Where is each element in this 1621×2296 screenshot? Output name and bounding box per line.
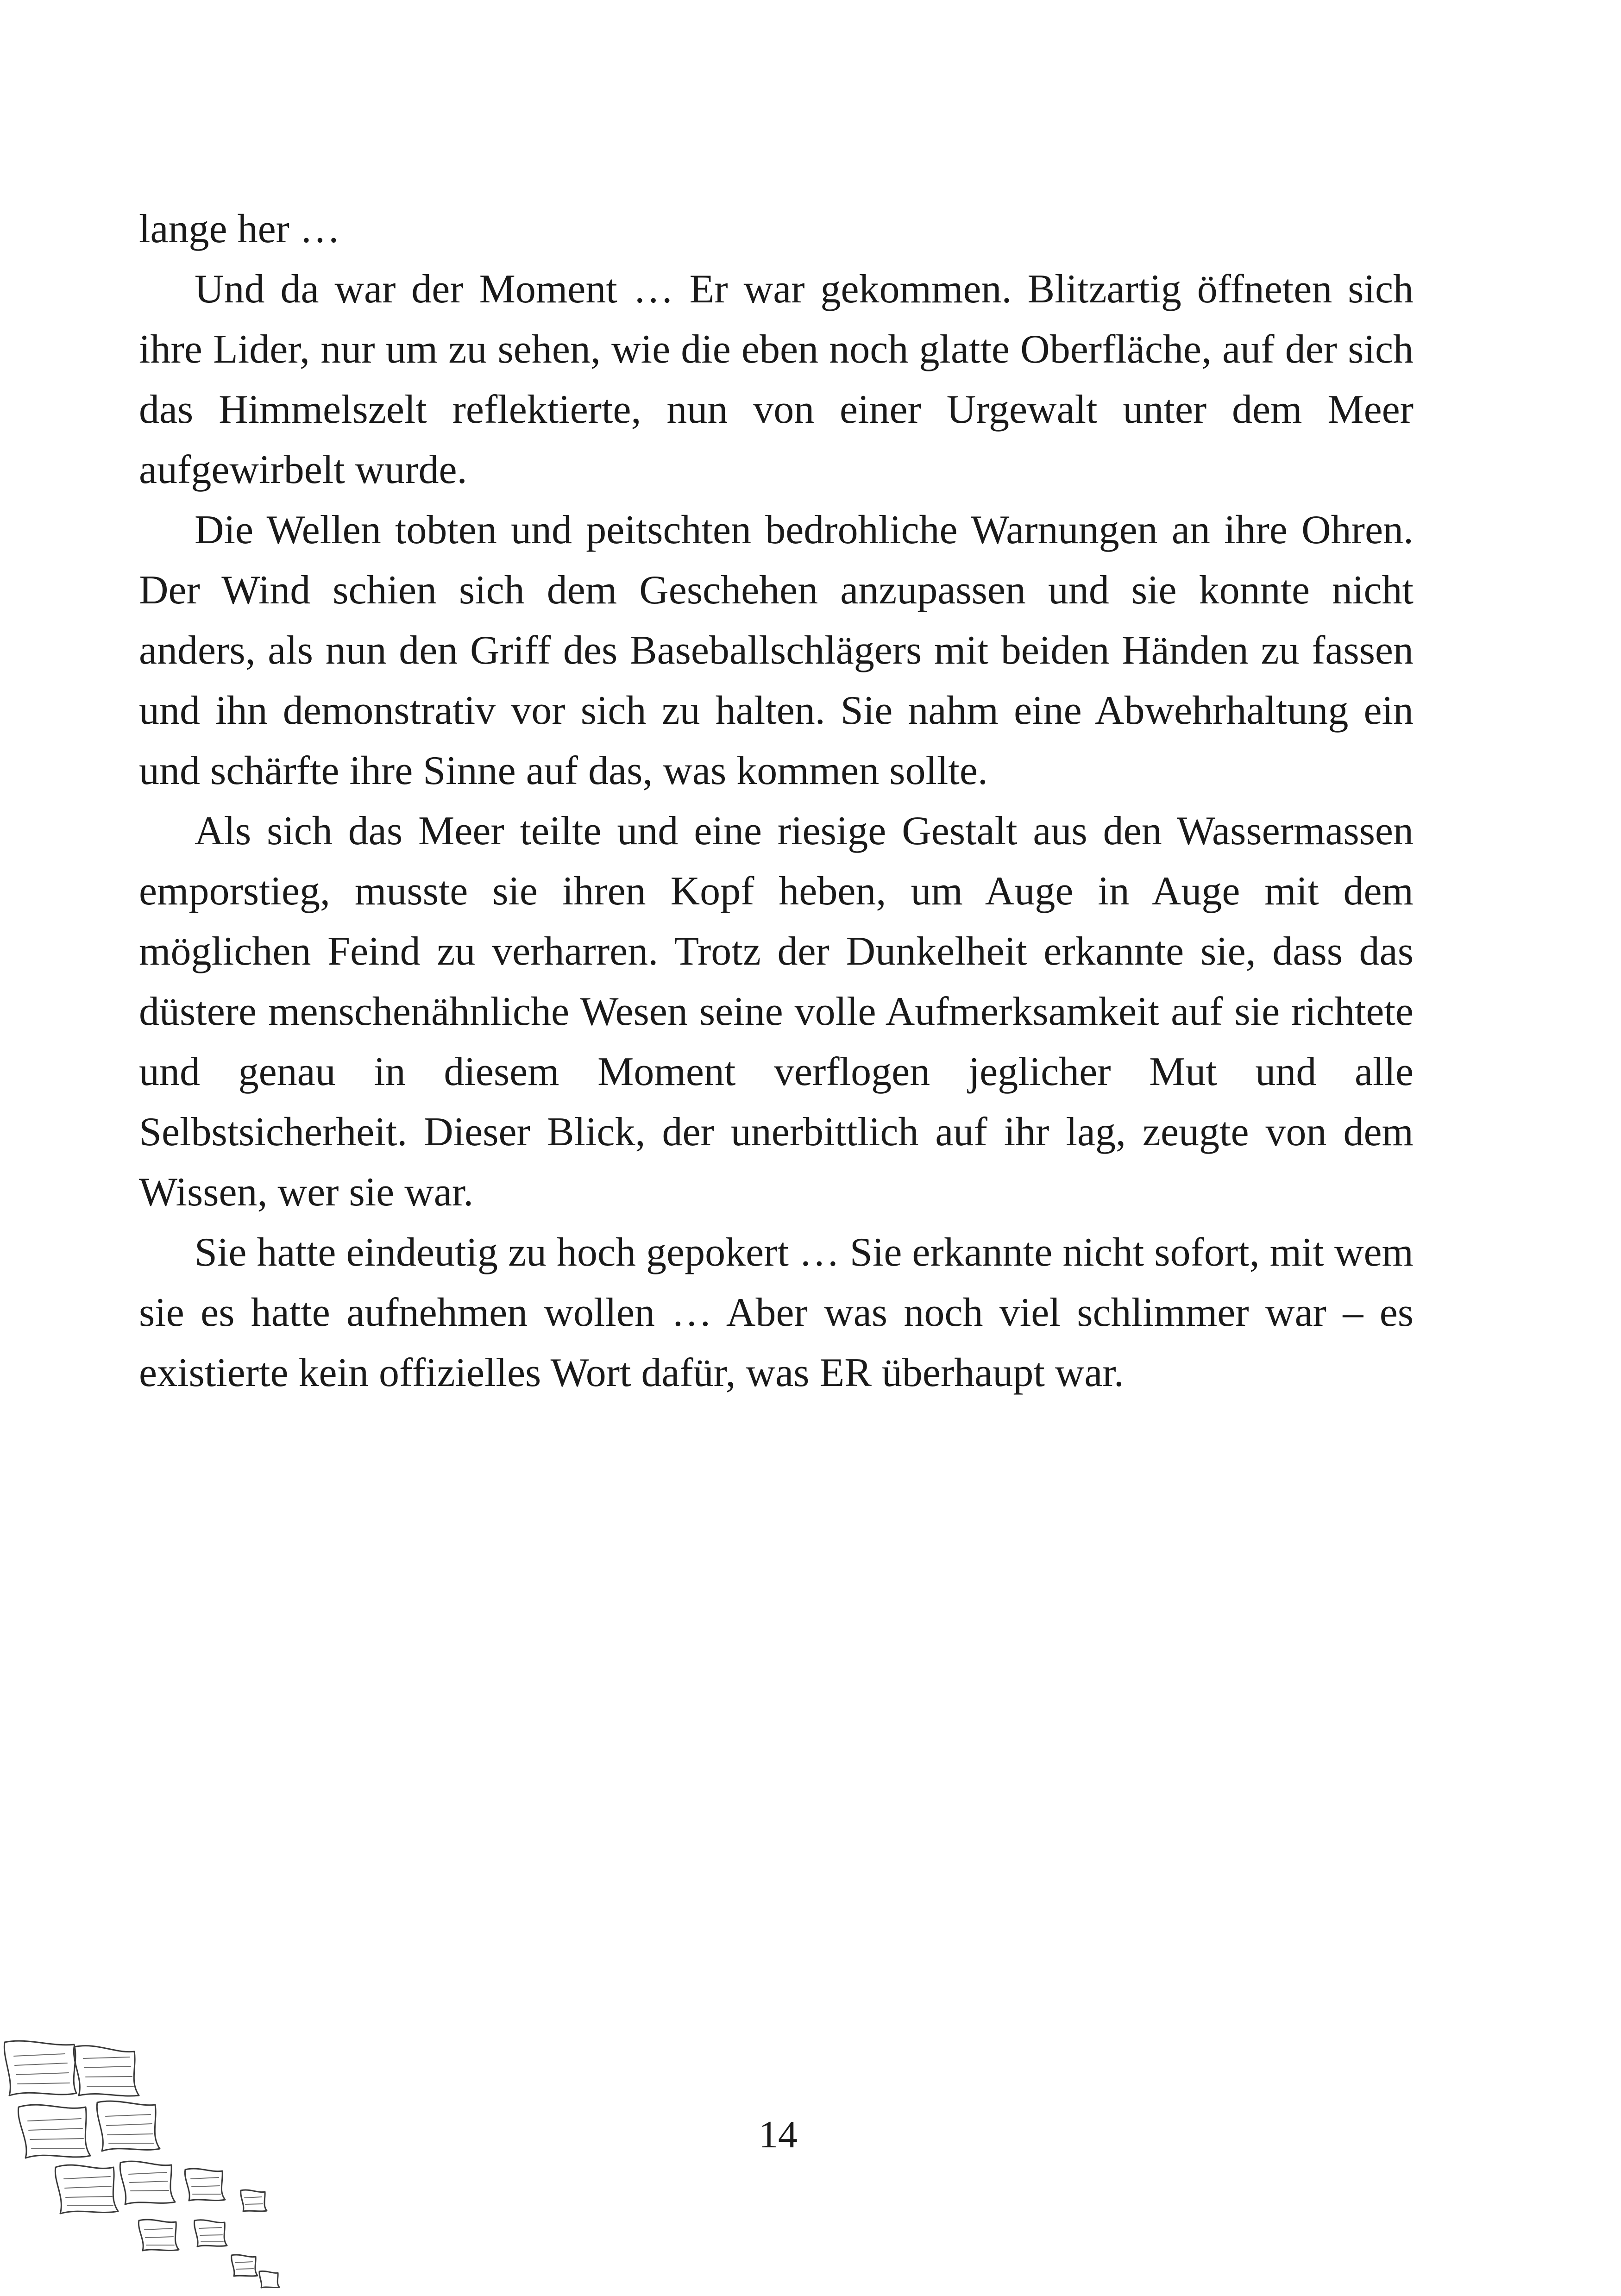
- paragraph-5: Sie hatte eindeutig zu hoch gepokert … Sie erkannte nicht sofort, mit wem sie es hatte aufnehmen wollen … Aber was noch viel schlimmer war – es existierte kein offizielles Wort dafür, was ER überhaupt war.: [139, 1230, 1414, 1395]
- page-number: 14: [759, 2113, 798, 2156]
- paragraph-3: Die Wellen tobten und peitschten bedrohliche Warnungen an ihre Ohren. Der Wind schien sich dem Geschehen anzupassen und sie konnte nicht anders, als nun den Griff des Baseballschlägers mit beiden Händen zu fassen und ihn demonstrativ vor sich zu halten. Sie nahm eine Abwehrhaltung ein und schärfte ihre Sinne auf das, was kommen sollte.: [139, 508, 1414, 793]
- paragraph-2: Und da war der Moment … Er war gekommen. Blitzartig öffneten sich ihre Lider, nur um zu sehen, wie die eben noch glatte Oberfläche, auf der sich das Himmelszelt reflektierte, nun von einer Urgewalt unter dem Meer aufgewirbelt wurde.: [139, 267, 1414, 492]
- flying-paper-sheets-icon: [0, 2038, 296, 2296]
- paragraph-4: Als sich das Meer teilte und eine riesige Gestalt aus den Wassermassen emporstieg, musste sie ihren Kopf heben, um Auge in Auge mit dem möglichen Feind zu verharren. Trotz der Dunkelheit erkannte sie, dass das düstere menschenähnliche Wesen seine volle Aufmerksamkeit auf sie richtete und genau in diesem Moment verflogen jeglicher Mut und alle Selbstsicherheit. Dieser Blick, der unerbittlich auf ihr lag, zeugte von dem Wissen, wer sie war.: [139, 809, 1414, 1215]
- body-text: [139, 199, 1414, 1403]
- paragraph-1: lange her …: [139, 207, 340, 251]
